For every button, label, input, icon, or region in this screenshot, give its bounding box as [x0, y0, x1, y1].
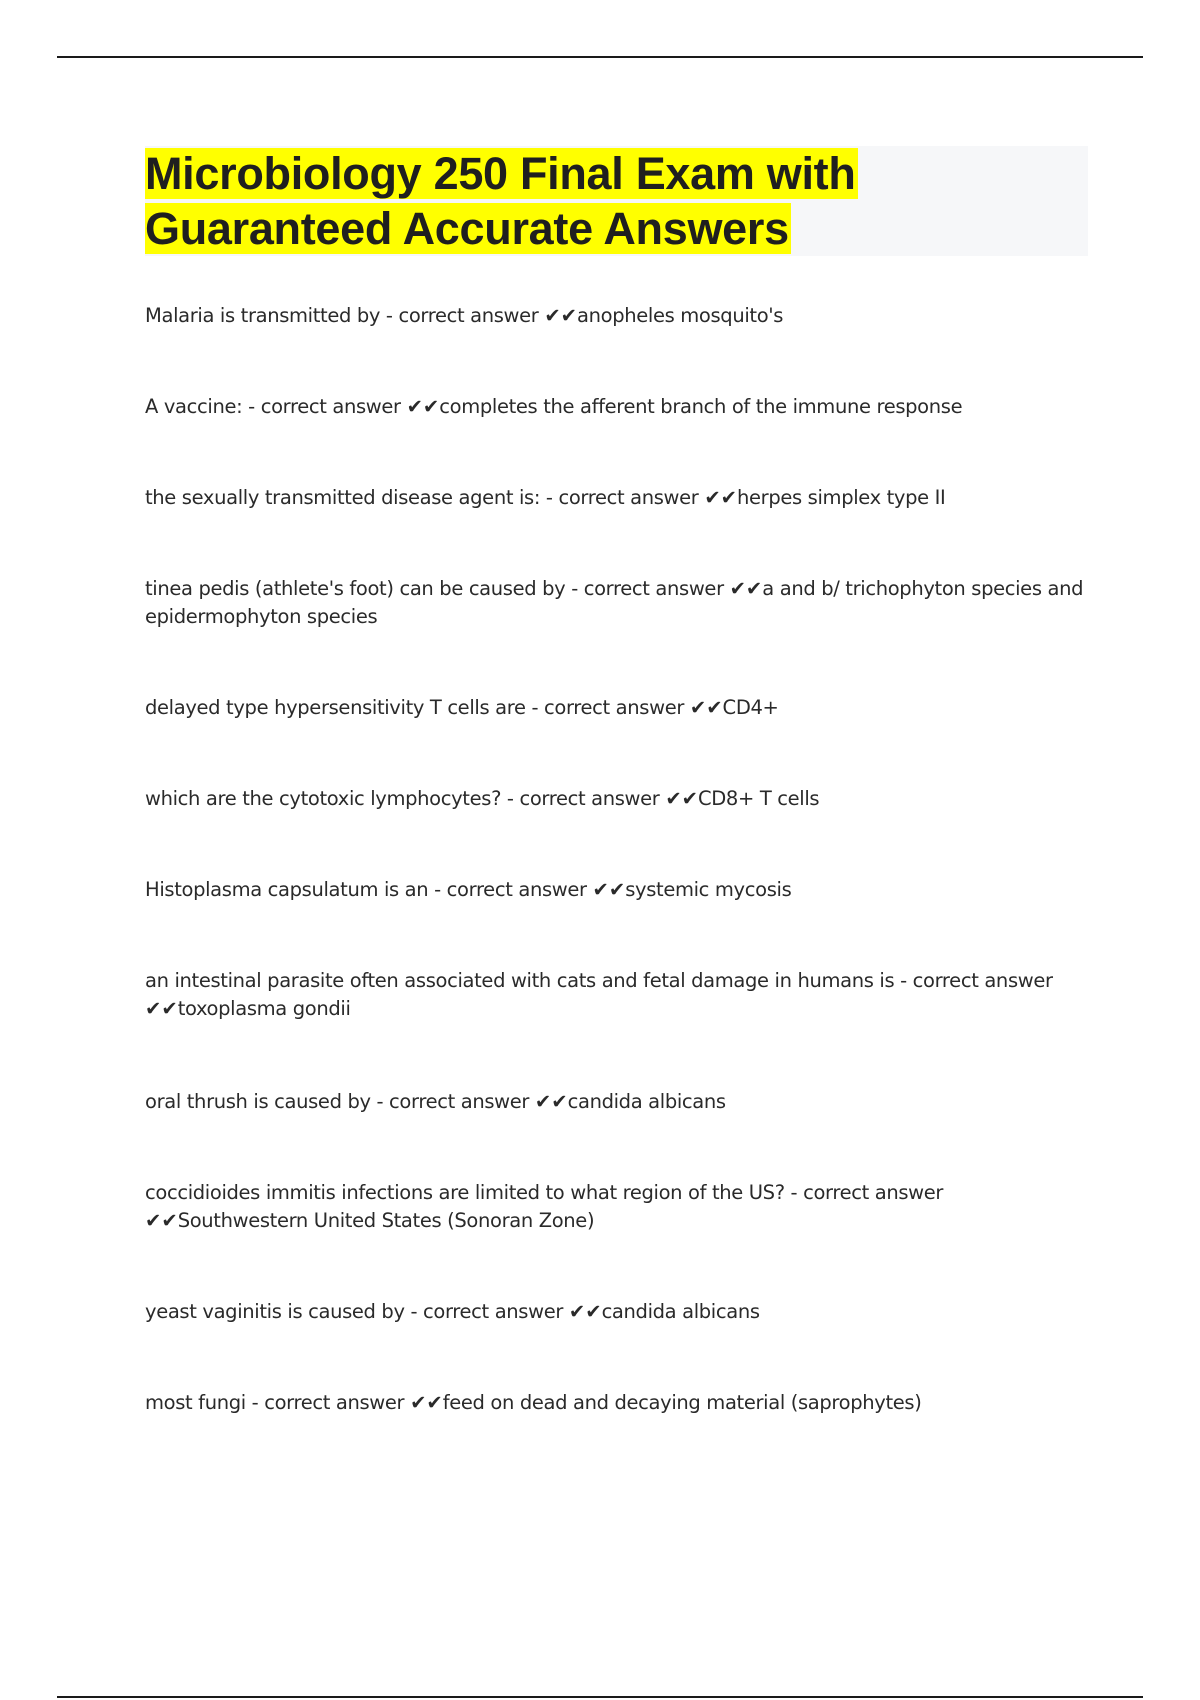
question-text: delayed type hypersensitivity T cells are - correct answer [145, 696, 690, 719]
question-text: A vaccine: - correct answer [145, 395, 407, 418]
qa-item [145, 785, 1085, 813]
checkmark-icon: ✔✔ [406, 395, 440, 418]
question-text: an intestinal parasite often associated with cats and fetal damage in humans is - correct answer [145, 969, 1053, 992]
answer-text: anopheles mosquito's [577, 304, 784, 327]
checkmark-icon: ✔✔ [410, 1391, 443, 1414]
title-line-1: Microbiology 250 Final Exam with [145, 148, 856, 199]
title-line-2: Guaranteed Accurate Answers [145, 203, 789, 254]
qa-item [145, 575, 1085, 631]
document-title [145, 146, 1088, 256]
qa-item [145, 967, 1085, 1023]
qa-item [145, 484, 1085, 512]
question-text: most fungi - correct answer [145, 1391, 411, 1414]
qa-item [145, 694, 1085, 722]
qa-item [145, 393, 1085, 421]
answer-text: toxoplasma gondii [177, 997, 351, 1020]
qa-item [145, 1389, 1085, 1417]
answer-text: completes the afferent branch of the immune response [439, 395, 963, 418]
question-text: yeast vaginitis is caused by - correct answer [145, 1300, 569, 1323]
qa-item [145, 1088, 1085, 1116]
checkmark-icon: ✔✔ [689, 696, 723, 719]
answer-text: feed on dead and decaying material (saprophytes) [442, 1391, 922, 1414]
answer-text: CD4+ [722, 696, 779, 719]
header-rule [57, 56, 1143, 58]
checkmark-icon: ✔✔ [665, 787, 698, 810]
title-block [145, 146, 1088, 256]
qa-item [145, 876, 1085, 904]
checkmark-icon: ✔✔ [729, 577, 763, 600]
question-text: Histoplasma capsulatum is an - correct answer [145, 878, 593, 901]
qa-item [145, 1179, 1085, 1235]
question-text: Malaria is transmitted by - correct answer [145, 304, 545, 327]
checkmark-icon: ✔✔ [704, 486, 738, 509]
answer-text: systemic mycosis [625, 878, 792, 901]
answer-text: CD8+ T cells [698, 787, 820, 810]
checkmark-icon: ✔✔ [544, 304, 578, 327]
checkmark-icon: ✔✔ [534, 1090, 568, 1113]
qa-item [145, 1298, 1085, 1326]
question-text: tinea pedis (athlete's foot) can be caused by - correct answer [145, 577, 730, 600]
question-text: which are the cytotoxic lymphocytes? - correct answer [145, 787, 666, 810]
question-text: coccidioides immitis infections are limited to what region of the US? - correct answer [145, 1181, 944, 1204]
checkmark-icon: ✔✔ [568, 1300, 602, 1323]
checkmark-icon: ✔✔ [145, 1209, 178, 1232]
checkmark-icon: ✔✔ [145, 997, 178, 1020]
answer-text: a and b/ trichophyton species and epidermophyton species [145, 577, 1084, 628]
footer-rule [57, 1696, 1143, 1698]
answer-text: candida albicans [601, 1300, 760, 1323]
answer-text: candida albicans [567, 1090, 726, 1113]
answer-text: herpes simplex type II [737, 486, 946, 509]
qa-item [145, 302, 1085, 330]
question-text: the sexually transmitted disease agent is: - correct answer [145, 486, 705, 509]
answer-text: Southwestern United States (Sonoran Zone) [177, 1209, 595, 1232]
question-text: oral thrush is caused by - correct answer [145, 1090, 535, 1113]
checkmark-icon: ✔✔ [592, 878, 626, 901]
